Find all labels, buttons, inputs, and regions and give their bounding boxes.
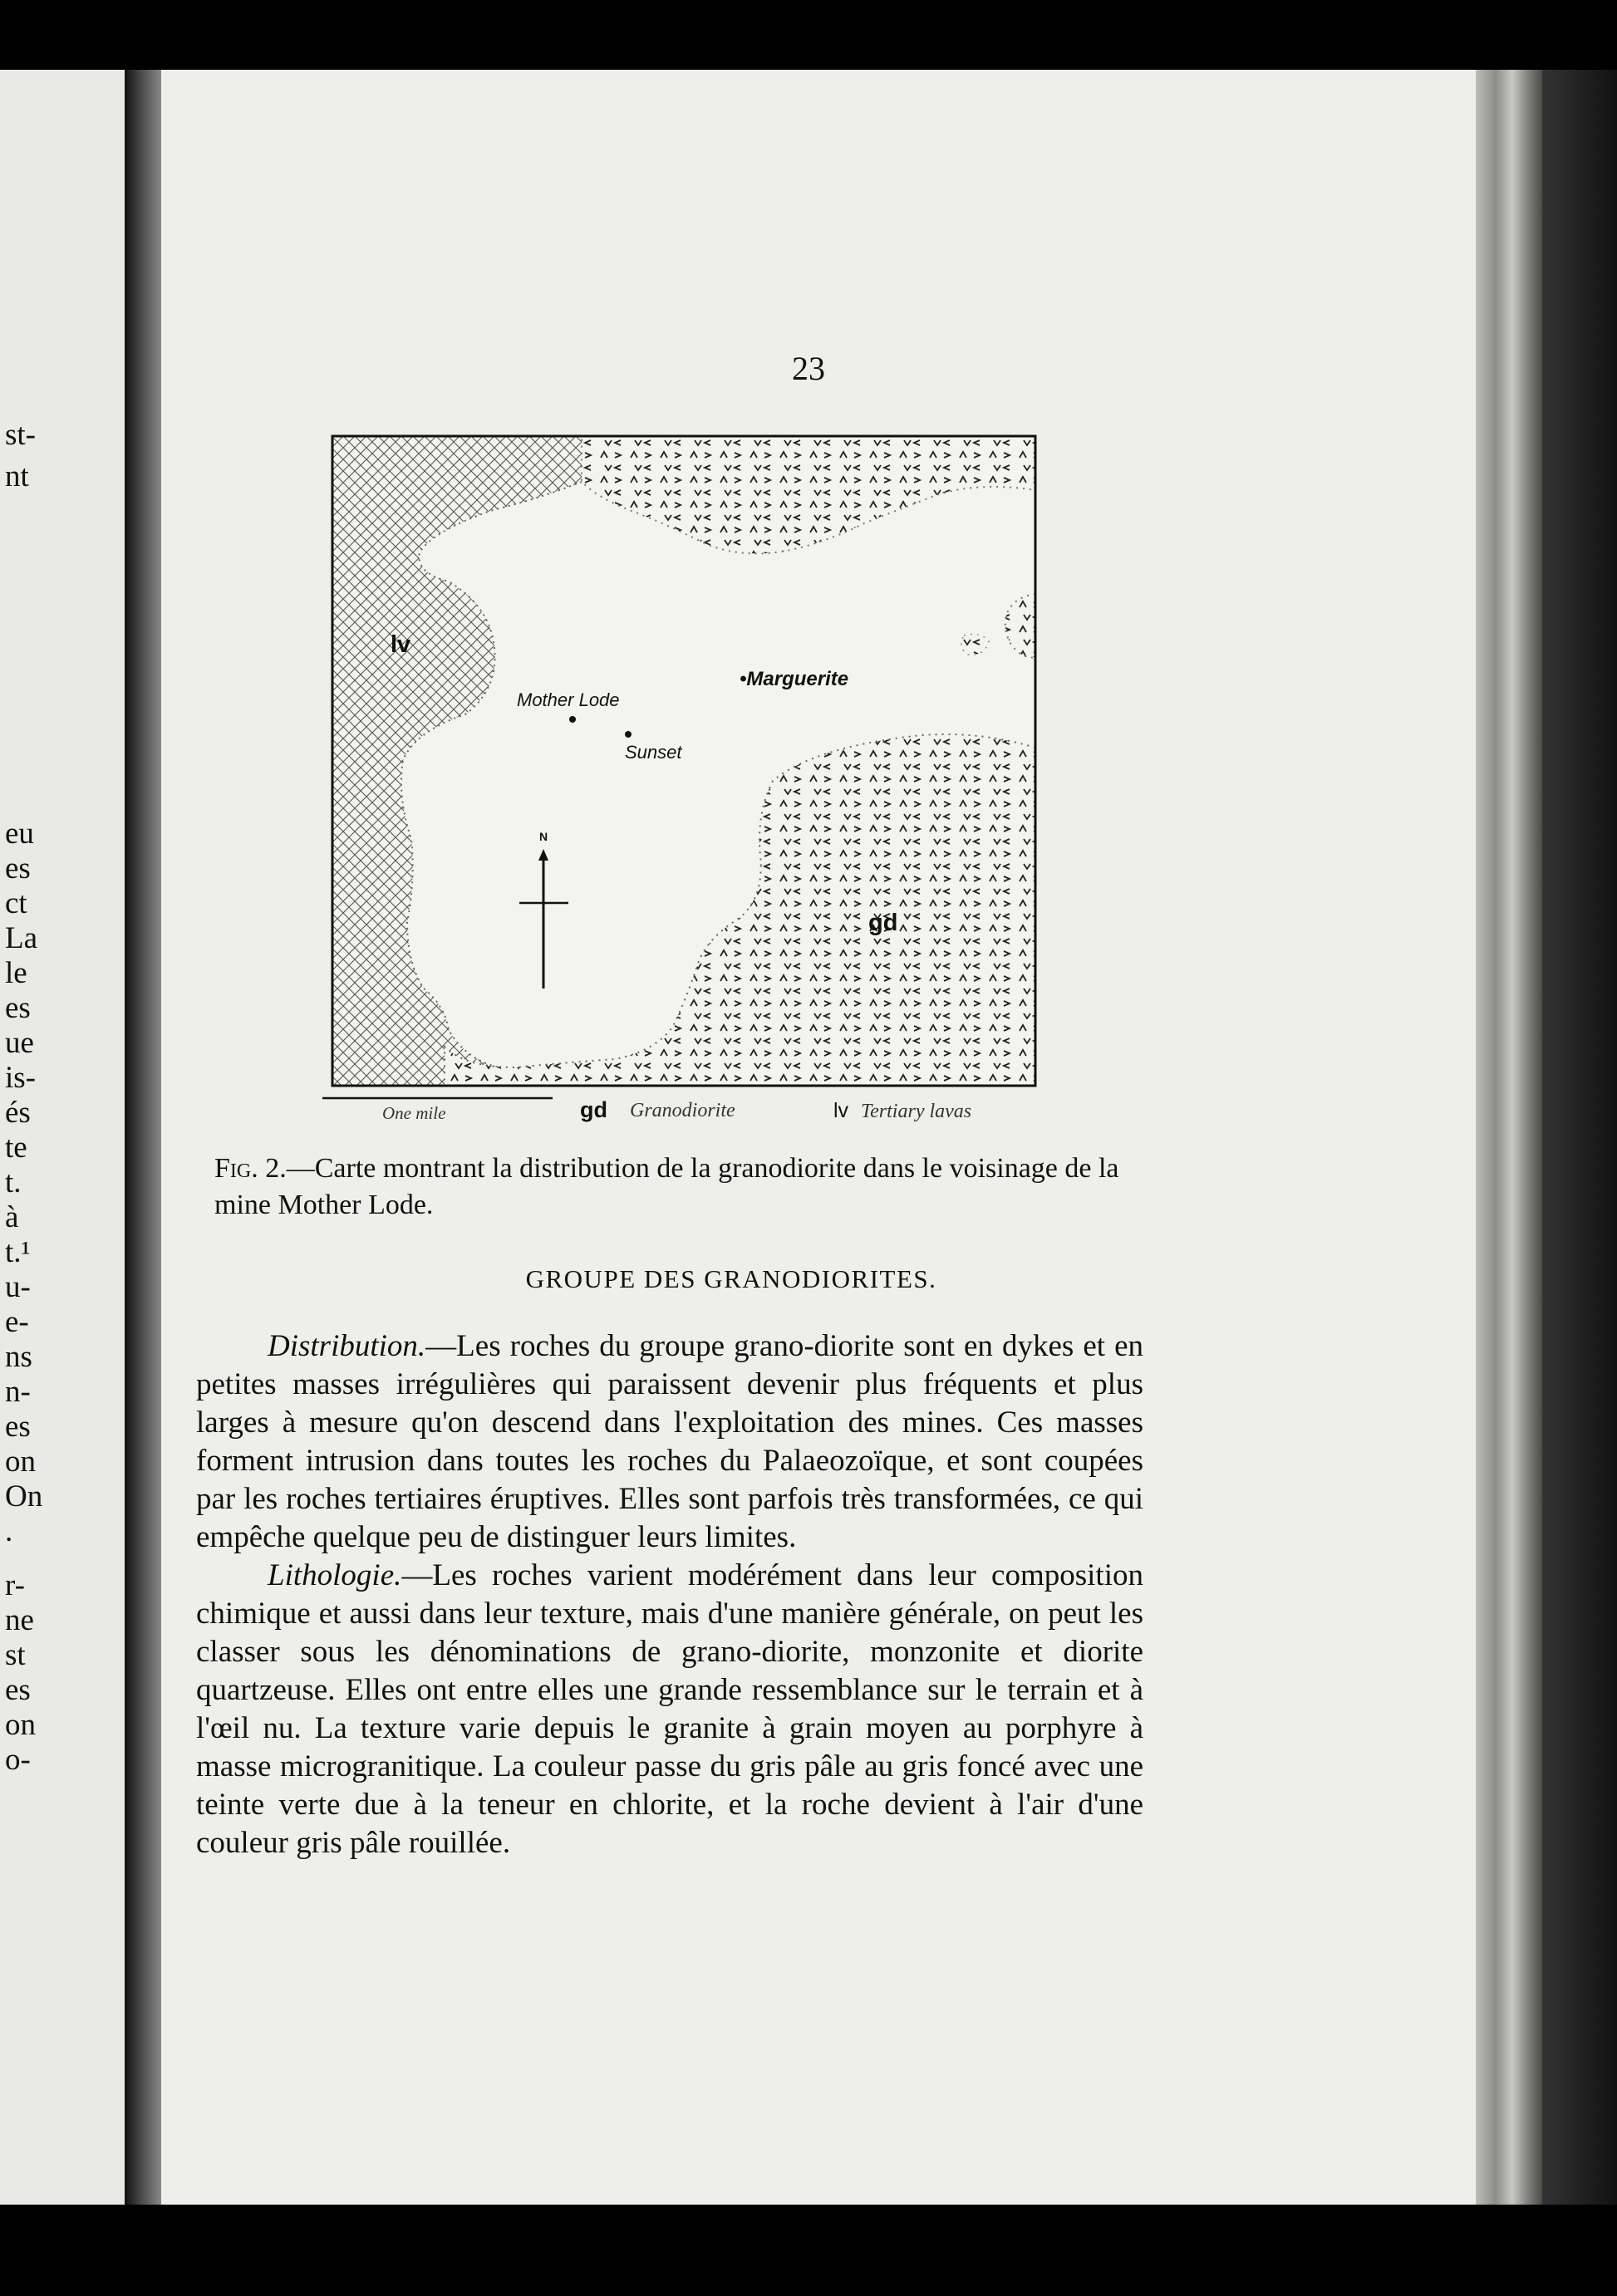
legend-gd-symbol: gd — [580, 1097, 607, 1122]
left-page-fragment: st- — [5, 418, 36, 452]
mother-lode-label: Mother Lode — [517, 689, 620, 710]
mother-lode-mine-marker — [569, 716, 576, 723]
left-page-fragment: st — [5, 1638, 26, 1672]
section-heading: GROUPE DES GRANODIORITES. — [525, 1264, 937, 1293]
paragraph-body: —Les roches varient modérément dans leur composition chimique et aussi dans leur texture, mais d'une manière générale, on peut les classer sous les dénominations de grano-diorite, monzonite et diorite quartzeuse. Elles ont entre elles une grande ressemblance sur le terrain et à l'œil nu. La texture varie depuis le granite à grain moyen au porphyre à masse microgranitique. La couleur passe du gris pâle au gris foncé avec une teinte verte due à la teneur en chlorite, et la roche devient à l'air d'une couleur gris pâle rouillée. — [196, 1558, 1143, 1860]
scale-label: One mile — [382, 1103, 446, 1123]
left-page-fragment: t.¹ — [5, 1235, 31, 1269]
left-page-fragment: es — [5, 1673, 31, 1707]
sunset-label: Sunset — [625, 742, 682, 763]
left-page-fragment: on — [5, 1708, 36, 1742]
left-page-fragment: nt — [5, 459, 29, 493]
sunset-mine-marker — [625, 731, 632, 738]
body-text — [196, 1327, 1143, 1862]
left-page-fragment: ue — [5, 1026, 34, 1060]
left-page-fragment: ct — [5, 886, 27, 920]
gd-label: gd — [868, 910, 898, 936]
paragraph-distribution — [196, 1327, 1143, 1557]
caption-text: —Carte montrant la distribution de la granodiorite dans le voisinage de la mine Mother Lode. — [214, 1153, 1119, 1220]
figure-caption — [214, 1150, 1147, 1224]
page-number: 23 — [792, 350, 825, 387]
legend-lv-symbol: lv — [833, 1099, 849, 1122]
left-page-fragment: o- — [5, 1743, 31, 1777]
left-page-fragment: u- — [5, 1270, 31, 1304]
left-page-fragment: es — [5, 851, 31, 886]
left-page-fragment: on — [5, 1445, 36, 1479]
left-page-fragment: is- — [5, 1061, 36, 1095]
paragraph-title: Distribution. — [268, 1329, 426, 1363]
left-page-fragment: le — [5, 956, 27, 990]
left-page-fragment: On — [5, 1479, 43, 1513]
left-page-fragment: ne — [5, 1603, 34, 1637]
legend-gd-name: Granodiorite — [630, 1100, 735, 1121]
left-page-fragment: r- — [5, 1568, 25, 1602]
left-page-fragment: eu — [5, 817, 34, 851]
marguerite-label: •Marguerite — [740, 668, 849, 690]
paragraph-title: Lithologie. — [268, 1558, 402, 1592]
left-page-fragment: n- — [5, 1375, 31, 1409]
left-page-fragment: és — [5, 1096, 31, 1130]
left-page-fragment: e- — [5, 1305, 29, 1339]
north-label: N — [539, 830, 548, 843]
map-legend — [322, 1097, 971, 1123]
left-page-fragment: . — [5, 1514, 13, 1548]
left-page-fragment: es — [5, 991, 31, 1025]
lv-label: lv — [391, 631, 411, 658]
paragraph-lithologie — [196, 1557, 1143, 1862]
paragraph-body: —Les roches du groupe grano-diorite sont en dykes et en petites masses irrégulières qui paraissent devenir plus fréquents et plus larges à mesure qu'on descend dans l'exploitation des mines. Ces masses forment intrusion dans toutes les roches du Palaeozoïque, et sont coupées par les roches tertiaires éruptives. Elles sont parfois très transformées, ce qui empêche quelque peu de distinguer leurs limites. — [196, 1329, 1143, 1554]
left-page-fragment: La — [5, 921, 38, 955]
left-page-fragment: te — [5, 1131, 27, 1165]
left-page-fragment: t. — [5, 1165, 22, 1200]
left-page-fragment: es — [5, 1410, 31, 1444]
legend-lv-name: Tertiary lavas — [861, 1101, 972, 1122]
left-page-fragment: ns — [5, 1340, 32, 1374]
left-page-fragment: à — [5, 1200, 19, 1234]
figure-number: Fig. 2. — [214, 1153, 287, 1184]
